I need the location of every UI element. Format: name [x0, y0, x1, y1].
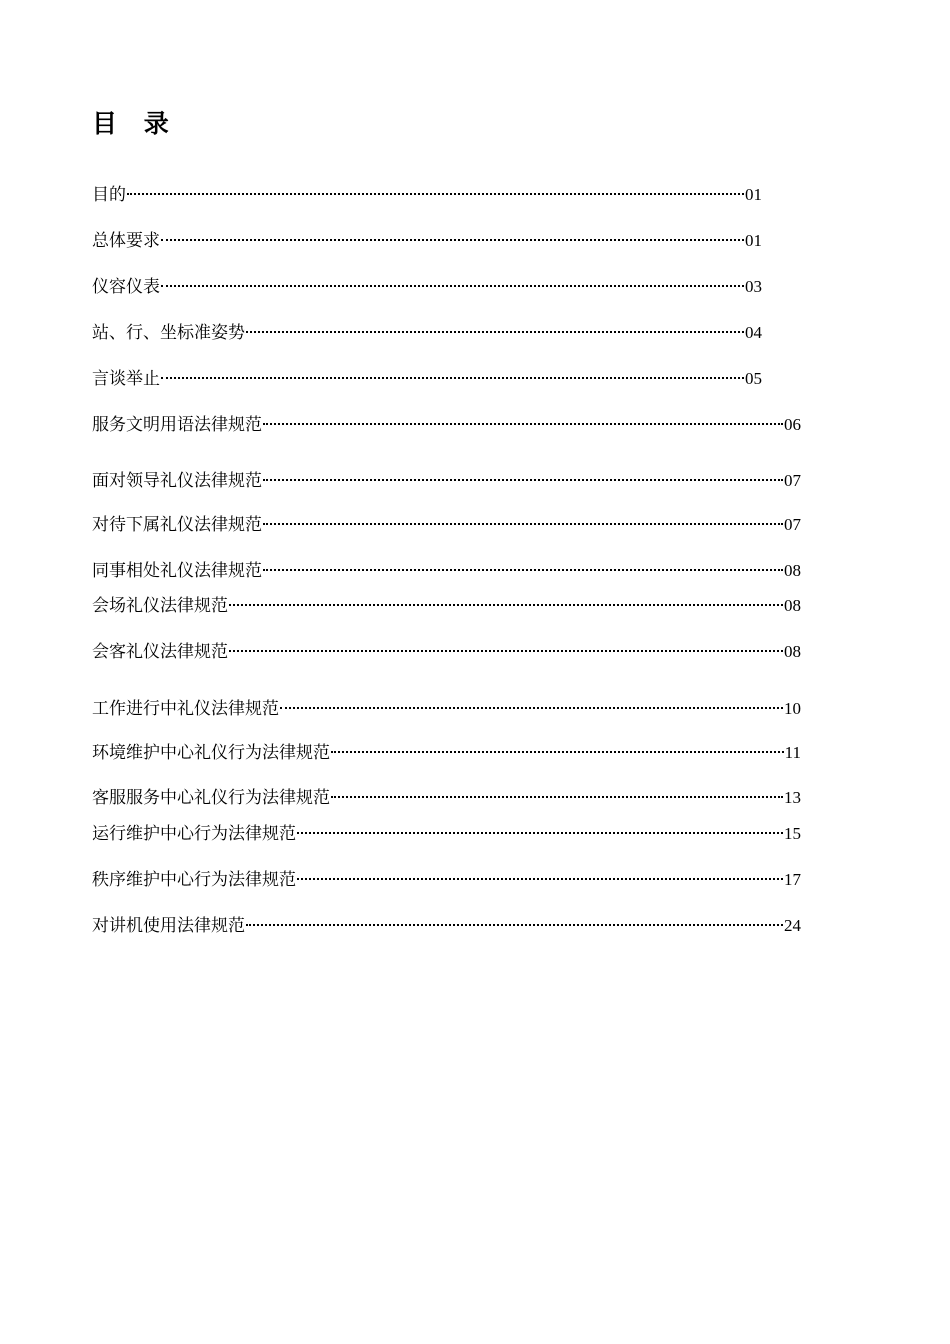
toc-leader: [280, 707, 783, 709]
toc-entry: [92, 697, 801, 721]
toc-leader: [331, 751, 784, 753]
toc-entry-page: 01: [745, 231, 762, 250]
toc-entry-text: 秩序维护中心行为法律规范: [92, 870, 296, 890]
toc-entry: [92, 640, 801, 664]
toc-entry-text: 面对领导礼仪法律规范: [92, 471, 262, 491]
toc-leader: [161, 377, 744, 379]
toc-title: 目 录: [92, 109, 178, 138]
toc-leader: [297, 832, 783, 834]
toc-entry-text: 工作进行中礼仪法律规范: [92, 699, 279, 719]
toc-leader: [263, 479, 783, 481]
toc-entry-text: 总体要求: [92, 231, 160, 251]
toc-entry-text: 对讲机使用法律规范: [92, 916, 245, 936]
toc-entry-page: 17: [784, 870, 801, 889]
toc-entry: [92, 321, 762, 345]
toc-entry-page: 24: [784, 916, 801, 935]
toc-entry: [92, 367, 762, 391]
toc-leader: [127, 193, 744, 195]
toc-entry-text: 会客礼仪法律规范: [92, 642, 228, 662]
toc-entry-text: 运行维护中心行为法律规范: [92, 824, 296, 844]
toc-entry-page: 03: [745, 277, 762, 296]
toc-entry: [92, 559, 801, 583]
toc-entry-text: 环境维护中心礼仪行为法律规范: [92, 743, 330, 763]
toc-entry: [92, 513, 801, 537]
toc-entry-page: 06: [784, 415, 801, 434]
toc-entry-page: 04: [745, 323, 762, 342]
toc-entry: [92, 413, 801, 437]
toc-leader: [263, 523, 783, 525]
toc-entry-page: 08: [784, 561, 801, 580]
toc-leader: [263, 423, 783, 425]
toc-entry-page: 13: [784, 788, 801, 807]
toc-entry: [92, 469, 801, 493]
toc-entry: [92, 786, 801, 810]
toc-entry-text: 仪容仪表: [92, 277, 160, 297]
toc-entry-text: 对待下属礼仪法律规范: [92, 515, 262, 535]
toc-entry-page: 01: [745, 185, 762, 204]
toc-leader: [246, 331, 744, 333]
toc-entry: [92, 229, 762, 253]
toc-entry-text: 言谈举止: [92, 369, 160, 389]
toc-leader: [229, 650, 783, 652]
toc-entry: [92, 914, 801, 938]
toc-leader: [331, 796, 783, 798]
toc-entry: [92, 868, 801, 892]
toc-entry-page: 07: [784, 471, 801, 490]
toc-entry-page: 07: [784, 515, 801, 534]
toc-entry-text: 会场礼仪法律规范: [92, 596, 228, 616]
toc-entry-page: 05: [745, 369, 762, 388]
toc-entry: [92, 741, 801, 765]
toc-entry: [92, 275, 762, 299]
toc-entry-page: 10: [784, 699, 801, 718]
toc-entry-text: 服务文明用语法律规范: [92, 415, 262, 435]
toc-entry: [92, 822, 801, 846]
toc-entry: [92, 183, 762, 207]
toc-entry-page: 08: [784, 596, 801, 615]
toc-entry-page: 11: [784, 743, 801, 762]
toc-leader: [297, 878, 783, 880]
toc-entry: [92, 594, 801, 618]
toc-entry-text: 目的: [92, 185, 126, 205]
toc-leader: [161, 285, 744, 287]
toc-leader: [263, 569, 783, 571]
toc-leader: [161, 239, 744, 241]
toc-leader: [246, 924, 783, 926]
toc-entry-page: 15: [784, 824, 801, 843]
toc-entry-text: 同事相处礼仪法律规范: [92, 561, 262, 581]
toc-leader: [229, 604, 783, 606]
toc-entry-text: 站、行、坐标准姿势: [92, 323, 245, 343]
toc-entry-text: 客服服务中心礼仪行为法律规范: [92, 788, 330, 808]
toc-entry-page: 08: [784, 642, 801, 661]
